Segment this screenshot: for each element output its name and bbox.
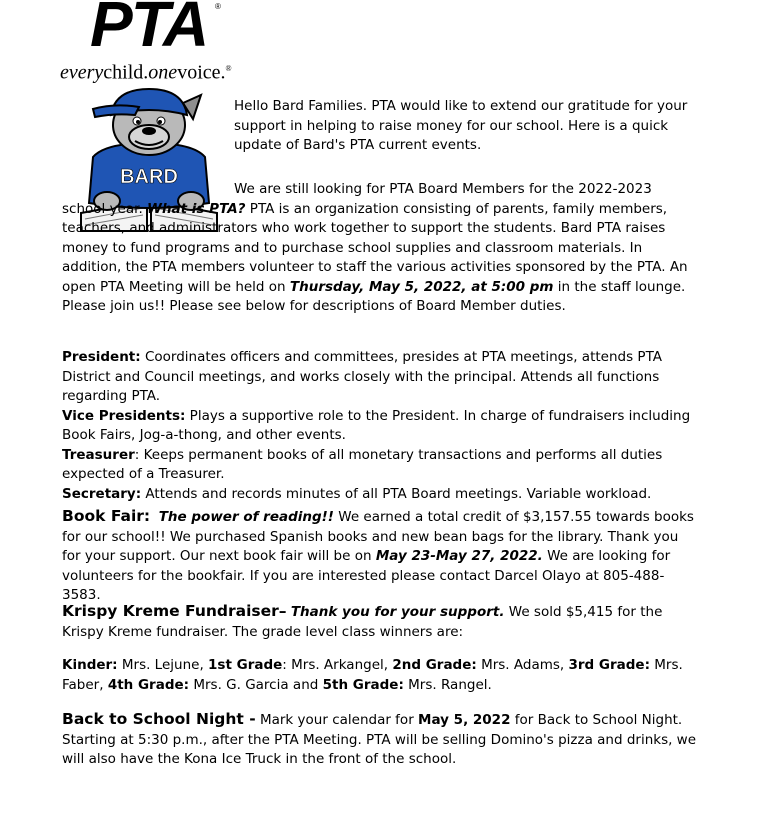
president-text: Coordinates officers and committees, presides at PTA meetings, attends PTA District and Council meetings, and works closely with the principal. Attends all functions regarding PTA. (62, 349, 663, 404)
grade5-name: Mrs. Rangel. (403, 676, 492, 693)
book-fair-subtitle: The power of reading!! (158, 509, 334, 525)
vice-president-text: Plays a supportive role to the President. In charge of fundraisers including Book Fairs, Jog-a-thong, and other events. (62, 407, 691, 443)
back-to-school-text-b: for Back to School Night. Starting at 5:30 p.m., after the PTA Meeting. PTA will be selling Domino's pizza and drinks, we will also have the Kona Ice Truck in the front of the school. (62, 712, 697, 767)
tagline-child: child. (103, 61, 149, 84)
grade3-name: Mrs. Faber, (62, 657, 683, 693)
secretary-label: Secretary: (62, 485, 142, 502)
president-duty (62, 348, 698, 407)
tagline-one: one (148, 61, 178, 84)
back-to-school-text-a: Mark your calendar for (255, 712, 419, 728)
board-members-text-a: We are still looking for PTA Board Members for the 2022-2023 school year. (62, 181, 652, 217)
krispy-kreme-text: We sold $5,415 for the Krispy Kreme fundraiser. The grade level class winners are: (62, 604, 663, 640)
pta-tagline (60, 58, 232, 84)
kinder-name: Mrs. Lejune, (117, 657, 209, 673)
krispy-kreme-section (62, 602, 698, 642)
pta-wordmark: PTA (90, 0, 208, 60)
treasurer-text: : Keeps permanent books of all monetary transactions and performs all duties expected of a Treasurer. (62, 446, 663, 482)
president-label: President: (62, 349, 141, 365)
grade4-label: 4th Grade: (107, 676, 190, 693)
grade1-label: 1st Grade (208, 657, 283, 673)
book-fair-title: Book Fair: (62, 507, 151, 525)
mascot-shirt-label: BARD (120, 166, 178, 188)
book-fair-dates: May 23-May 27, 2022. (375, 548, 543, 564)
class-winners (62, 656, 698, 695)
tagline-registered: ® (225, 64, 232, 73)
tagline-every: every (60, 61, 104, 84)
book-fair-section (62, 507, 698, 606)
board-duties-section (62, 348, 698, 504)
krispy-kreme-title: Krispy Kreme Fundraiser– (62, 602, 287, 620)
back-to-school-date: May 5, 2022 (418, 712, 511, 728)
treasurer-duty (62, 446, 698, 485)
grade2-label: 2nd Grade: (392, 657, 477, 673)
board-members-text-b: PTA is an organization consisting of parents, family members, teachers, and administrators who work together to support the students. Bard PTA raises money to fund programs and to purchase school supplies and classroom materials. In addition, the PTA members volunteer to staff the various activities sponsored by the PTA. An open PTA Meeting will be held on (62, 200, 688, 295)
what-is-pta-heading: What is PTA? (147, 200, 246, 217)
grade2-name: Mrs. Adams, (476, 657, 569, 673)
kinder-label: Kinder: (62, 657, 118, 673)
vice-president-duty (62, 407, 698, 446)
secretary-duty (62, 485, 698, 505)
board-members-paragraph (62, 180, 696, 317)
grade3-label: 3rd Grade: (568, 657, 650, 673)
book-fair-text-b: We are looking for volunteers for the bookfair. If you are interested please contact Darcel Olayo at 805-488-3583. (62, 548, 671, 603)
tagline-voice: voice. (177, 61, 226, 84)
secretary-text: Attends and records minutes of all PTA Board meetings. Variable workload. (141, 485, 652, 502)
back-to-school-section (62, 710, 698, 770)
grade4-name: Mrs. G. Garcia and (189, 676, 323, 693)
meeting-date: Thursday, May 5, 2022, at 5:00 pm (289, 278, 554, 295)
back-to-school-title: Back to School Night - (62, 710, 256, 728)
book-fair-text-a: We earned a total credit of $3,157.55 towards books for our school!! We purchased Spanish books and new bean bags for the library. Thank you for your support. Our next book fair will be on (62, 509, 694, 564)
krispy-kreme-subtitle: Thank you for your support. (290, 604, 505, 620)
grade1-name: : Mrs. Arkangel, (282, 657, 393, 673)
pta-logo (60, 0, 270, 82)
registered-mark: ® (215, 2, 221, 11)
grade5-label: 5th Grade: (322, 676, 404, 693)
treasurer-label: Treasurer (62, 446, 135, 463)
board-members-text-c: in the staff lounge. Please join us!! Please see below for descriptions of Board Member duties. (62, 278, 686, 314)
vice-president-label: Vice Presidents: (62, 407, 186, 424)
intro-paragraph: Hello Bard Families. PTA would like to extend our gratitude for your support in helping to raise money for our school. Here is a quick update of Bard's PTA current events. (234, 98, 688, 153)
